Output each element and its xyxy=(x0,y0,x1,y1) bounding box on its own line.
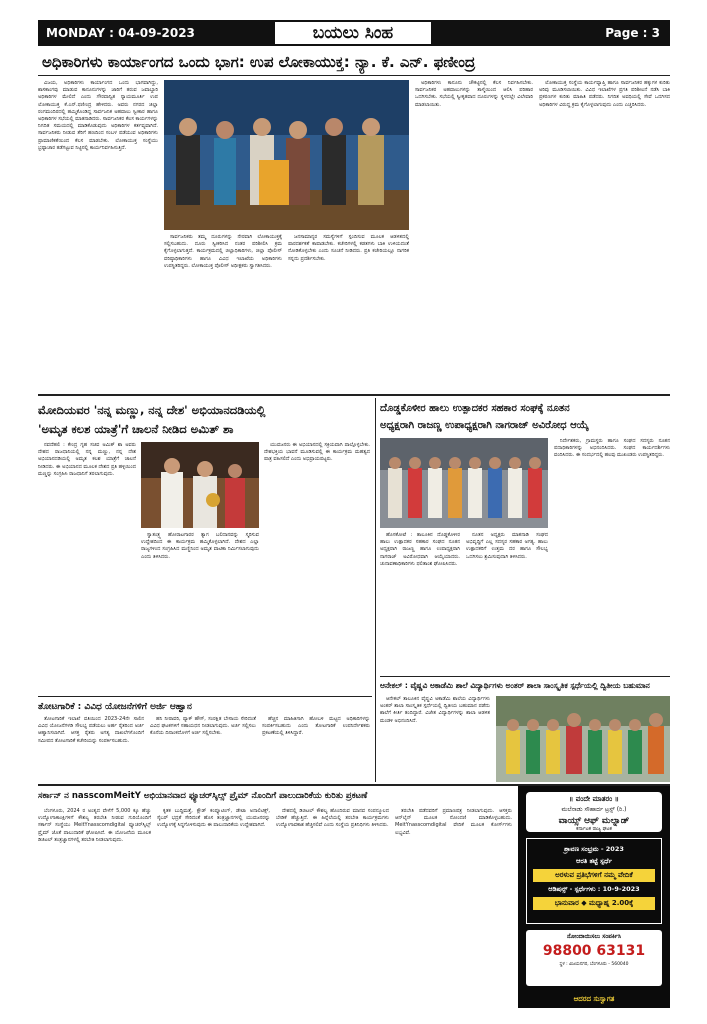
ad-event-tagline: ಅರಳುವ ಪ್ರತಿಭೆಗಳಿಗೆ ನಮ್ಮ ವೇದಿಕೆ xyxy=(533,869,655,882)
story4-headline-line-2: ಅಧ್ಯಕ್ಷರಾಗಿ ರಾಜಣ್ಣ ಉಪಾಧ್ಯಕ್ಷರಾಗಿ ನಾಗರಾಜ್ ಅವಿರೋಧ ಆಯ್ಕೆ xyxy=(380,420,589,431)
ad-event-date: ಆಡಿಷನ್ಸ್ - ಸ್ಪರ್ಧೆಗಳು : 10-9-2023 xyxy=(548,885,640,893)
story4-column-3: ನಿರ್ದೇಶಕರು, ಗ್ರಾಮಸ್ಥರು ಹಾಗೂ ಸಂಘದ ಸದಸ್ಯರು ನೂತನ ಪದಾಧಿಕಾರಿಗಳನ್ನು ಅಭಿನಂದಿಸಿದರು. ಸಂಘದ ಕಾರ್ಯದರ್ಶಿಗಳು ವಂದಿಸಿದರು. ಈ ಸಂದರ್ಭದಲ್ಲಿ ಹಲವು ಮುಖಂಡರು ಉಪಸ್ಥಿತರಿದ್ದರು. xyxy=(554,438,670,459)
story1-column-3: ಜನಸಾಮಾನ್ಯರ ಸಮಸ್ಯೆಗಳಿಗೆ ಸ್ಪಂದಿಸುವ ಮೂಲಕ ಆಡಳಿತದಲ್ಲಿ ಪಾರದರ್ಶಕತೆ ಕಾಪಾಡಬೇಕು. ಕಚೇರಿಗಳಲ್ಲಿ ಕಡತಗಳು ಬಾಕಿ ಉಳಿಯದಂತೆ ನೋಡಿಕೊಳ್ಳಬೇಕು ಎಂದು ಸೂಚನೆ ನೀಡಿದರು. ಪ್ರತಿ ಕಚೇರಿಯಲ್ಲೂ ನಾಗರಿಕ ಸನ್ನದು ಪ್ರದರ್ಶಿಸಬೇಕು. xyxy=(288,234,409,262)
story2-photo xyxy=(141,442,259,528)
story2-headline-line-1: ಮೋದಿಯವರ 'ನನ್ನ ಮಣ್ಣು, ನನ್ನ ದೇಶ' ಅಭಿಯಾನದಡಿಯಲ್ಲಿ xyxy=(38,403,266,417)
newspaper-page xyxy=(38,20,670,1010)
story6-column-1: ಬೆಂಗಳೂರು, 2024 ರ ಅಂತ್ಯದ ವೇಳೆಗೆ 5,000 ಕ್ಕೂ ಹೆಚ್ಚು ಉದ್ಯೋಗಾಕಾಂಕ್ಷಿಗಳಿಗೆ ಕೌಶಲ್ಯ ತರಬೇತಿ ನೀಡುವ ಗುರಿಯೊಂದಿಗೆ ಸರ್ಕಾನ್ ಸಂಸ್ಥೆಯು MeitYnasscomdigital ಫ್ಯೂಚರ್‌ಸ್ಕಿಲ್ಸ್ ಪ್ರೈಮ್ ಜೊತೆ ಪಾಲುದಾರಿಕೆ ಘೋಷಿಸಿದೆ. ಈ ಯೋಜನೆಯ ಮೂಲಕ ಡಿಜಿಟಲ್ ತಂತ್ರಜ್ಞಾನಗಳಲ್ಲಿ ತರಬೇತಿ ನೀಡಲಾಗುವುದು. xyxy=(38,808,151,843)
ad-event-box xyxy=(526,838,662,924)
ad-trust-name: ಮಲೆನಾಡು ಸೌಹಾರ್ದ ಟ್ರಸ್ಟ್ (ರಿ.) xyxy=(561,806,627,813)
story4-headline-line-1: ದೊಡ್ಡಕೊಳೀರ ಹಾಲು ಉತ್ಪಾದಕರ ಸಹಕಾರ ಸಂಘಕ್ಕೆ ನೂತನ xyxy=(380,403,570,414)
story2-column-3: ಯುವಜನರು ಈ ಅಭಿಯಾನದಲ್ಲಿ ಸಕ್ರಿಯವಾಗಿ ಪಾಲ್ಗೊಳ್ಳಬೇಕು. ದೇಶಭಕ್ತಿಯ ಭಾವನೆ ಮೂಡಿಸುವಲ್ಲಿ ಈ ಕಾರ್ಯಕ್ರಮ ಮಹತ್ವದ ಪಾತ್ರ ವಹಿಸಲಿದೆ ಎಂದು ಅಭಿಪ್ರಾಯಪಟ್ಟರು. xyxy=(264,442,370,463)
story1-photo xyxy=(164,80,409,230)
story5-headline: ಆನೇಕಲ್ : ವೈಷ್ಣವಿ ಅಕಾಡೆಮಿ ಶಾಲೆ ವಿದ್ಯಾರ್ಥಿಗಳು ಅಂತರ್ ಶಾಲಾ ಸಾಂಸ್ಕೃತಿಕ ಸ್ಪರ್ಧೆಯಲ್ಲಿ ದ್ವಿತೀಯ ಬಹುಮಾನ xyxy=(380,681,650,690)
story6-column-3: ದೇಶದಲ್ಲಿ ಡಿಜಿಟಲ್ ಕೌಶಲ್ಯ ಹೊಂದಿರುವ ಮಾನವ ಸಂಪನ್ಮೂಲದ ಬೇಡಿಕೆ ಹೆಚ್ಚುತ್ತಿದೆ. ಈ ಹಿನ್ನೆಲೆಯಲ್ಲಿ ತರಬೇತಿ ಕಾರ್ಯಕ್ರಮಗಳು ಉದ್ಯೋಗಾವಕಾಶ ಹೆಚ್ಚಿಸಲಿವೆ ಎಂದು ಸಂಸ್ಥೆಯ ಪ್ರತಿನಿಧಿಗಳು ತಿಳಿಸಿದರು. xyxy=(276,808,389,829)
story1-column-5: ಲೋಕಾಯುಕ್ತ ಸಂಸ್ಥೆಯ ಕಾರ್ಯವ್ಯಾಪ್ತಿ ಹಾಗೂ ಸಾರ್ವಜನಿಕರ ಹಕ್ಕುಗಳ ಕುರಿತು ಅರಿವು ಮೂಡಿಸಲಾಯಿತು. ವಿವಿಧ ಇಲಾಖೆಗಳ ಪ್ರಗತಿ ಪರಿಶೀಲನೆ ನಡೆಸಿ ಬಾಕಿ ಪ್ರಕರಣಗಳ ಕುರಿತು ಮಾಹಿತಿ ಪಡೆದರು. ನಿಗದಿತ ಅವಧಿಯಲ್ಲಿ ಸೇವೆ ಒದಗಿಸದ ಅಧಿಕಾರಿಗಳ ವಿರುದ್ಧ ಕ್ರಮ ಕೈಗೊಳ್ಳಲಾಗುವುದು ಎಂದು ಎಚ್ಚರಿಸಿದರು. xyxy=(539,80,670,108)
ad-phone-number: 98800 63131 xyxy=(542,943,646,959)
story4-column-2: ನೂತನ ಅಧ್ಯಕ್ಷರು ಮಾತನಾಡಿ ಸಂಘದ ಅಭಿವೃದ್ಧಿಗೆ ಎಲ್ಲ ಸದಸ್ಯರ ಸಹಕಾರ ಅಗತ್ಯ. ಹಾಲು ಉತ್ಪಾದಕರಿಗೆ ಉತ್ತಮ ದರ ಹಾಗೂ ಸೌಲಭ್ಯ ಒದಗಿಸಲು ಶ್ರಮಿಸುವುದಾಗಿ ತಿಳಿಸಿದರು. xyxy=(466,532,548,560)
ad-contact-label: ನೋಂದಾಯಿಸಲು ಸಂಪರ್ಕಿಸಿ xyxy=(566,933,622,940)
story6-column-2: ಕೃತಕ ಬುದ್ಧಿಮತ್ತೆ, ಕ್ಲೌಡ್ ಕಂಪ್ಯೂಟಿಂಗ್, ಡೇಟಾ ಅನಾಲಿಟಿಕ್ಸ್, ಸೈಬರ್ ಭದ್ರತೆ ಸೇರಿದಂತೆ ಹೊಸ ತಂತ್ರಜ್ಞಾನಗಳಲ್ಲಿ ಯುವಜನರನ್ನು ಉದ್ಯೋಗಕ್ಕೆ ಸಿದ್ಧಗೊಳಿಸುವುದು ಈ ಪಾಲುದಾರಿಕೆಯ ಉದ್ದೇಶವಾಗಿದೆ. xyxy=(157,808,270,829)
story2-headline-line-2: 'ಅಮೃತ ಕಲಶ ಯಾತ್ರೆ'ಗೆ ಚಾಲನೆ ನೀಡಿದ ಅಮಿತ್ ಶಾ xyxy=(38,422,234,436)
rule xyxy=(38,696,372,697)
rule xyxy=(38,394,670,396)
ad-address: ಸ್ಥಳ : ವಿಜಯನಗರ, ಬೆಂಗಳೂರು - 560040 xyxy=(559,962,629,967)
ad-event-time: ಭಾನುವಾರ ◆ ಮಧ್ಯಾಹ್ನ 2.00ಕ್ಕೆ xyxy=(533,897,655,910)
story6-column-4: ತರಬೇತಿ ಪಡೆದವರಿಗೆ ಪ್ರಮಾಣಪತ್ರ ನೀಡಲಾಗುವುದು. ಆಸಕ್ತರು ಆನ್‌ಲೈನ್ ಮೂಲಕ ನೋಂದಣಿ ಮಾಡಿಕೊಳ್ಳಬಹುದು. MeitYnasscomdigital ವೇದಿಕೆ ಮೂಲಕ ಕೋರ್ಸ್‌ಗಳು ಲಭ್ಯವಿವೆ. xyxy=(395,808,512,836)
masthead xyxy=(38,20,670,46)
story3-column-1: ತೋಟಗಾರಿಕೆ ಇಲಾಖೆ ವತಿಯಿಂದ 2023-24ನೇ ಸಾಲಿನ ವಿವಿಧ ಯೋಜನೆಗಳಡಿ ಸೌಲಭ್ಯ ಪಡೆಯಲು ಅರ್ಹ ರೈತರಿಂದ ಅರ್ಜಿ ಆಹ್ವಾನಿಸಲಾಗಿದೆ. ಆಸಕ್ತ ರೈತರು ಅಗತ್ಯ ದಾಖಲೆಗಳೊಂದಿಗೆ ಸಮೀಪದ ತೋಟಗಾರಿಕೆ ಕಚೇರಿಯನ್ನು ಸಂಪರ್ಕಿಸಬಹುದು. xyxy=(38,716,144,744)
lead-headline: ಅಧಿಕಾರಿಗಳು ಕಾರ್ಯಾಂಗದ ಒಂದು ಭಾಗ: ಉಪ ಲೋಕಾಯುಕ್ತ: ನ್ಯಾ. ಕೆ. ಎನ್. ಫಣೀಂದ್ರ xyxy=(42,53,476,71)
issue-date: MONDAY : 04-09-2023 xyxy=(46,26,195,40)
advertisement xyxy=(518,786,670,1008)
story2-column-2: ಸ್ವಾತಂತ್ರ್ಯ ಹೋರಾಟಗಾರರ ತ್ಯಾಗ ಬಲಿದಾನವನ್ನು ಸ್ಮರಿಸುವ ಉದ್ದೇಶದಿಂದ ಈ ಕಾರ್ಯಕ್ರಮ ಹಮ್ಮಿಕೊಳ್ಳಲಾಗಿದೆ. ದೇಶದ ಎಲ್ಲಾ ರಾಜ್ಯಗಳಿಂದ ಸಂಗ್ರಹಿಸಿದ ಮಣ್ಣಿನಿಂದ ಅಮೃತ ವಾಟಿಕಾ ನಿರ್ಮಿಸಲಾಗುವುದು ಎಂದು ತಿಳಿಸಿದರು. xyxy=(141,532,259,560)
story4-column-1: ಹೊಸಕೋಟೆ : ತಾಲೂಕಿನ ದೊಡ್ಡಕೊಳೀರ ಹಾಲು ಉತ್ಪಾದಕರ ಸಹಕಾರ ಸಂಘದ ನೂತನ ಅಧ್ಯಕ್ಷರಾಗಿ ರಾಜಣ್ಣ ಹಾಗೂ ಉಪಾಧ್ಯಕ್ಷರಾಗಿ ನಾಗರಾಜ್ ಅವಿರೋಧವಾಗಿ ಆಯ್ಕೆಯಾದರು. ಚುನಾವಣಾಧಿಕಾರಿಗಳು ಫಲಿತಾಂಶ ಘೋಷಿಸಿದರು. xyxy=(380,532,460,567)
ad-footer: ಆದರದ ಸುಸ್ವಾಗತ xyxy=(573,995,615,1003)
story2-column-1: ನವದೆಹಲಿ : ಕೇಂದ್ರ ಗೃಹ ಸಚಿವ ಅಮಿತ್ ಶಾ ಅವರು ದೇಶದ ರಾಜಧಾನಿಯಲ್ಲಿ ನನ್ನ ಮಣ್ಣು, ನನ್ನ ದೇಶ ಅಭಿಯಾನದಡಿಯಲ್ಲಿ ಅಮೃತ ಕಲಶ ಯಾತ್ರೆಗೆ ಚಾಲನೆ ನೀಡಿದರು. ಈ ಅಭಿಯಾನದ ಮೂಲಕ ದೇಶದ ಪ್ರತಿ ಹಳ್ಳಿಯಿಂದ ಮಣ್ಣನ್ನು ಸಂಗ್ರಹಿಸಿ ರಾಜಧಾನಿಗೆ ತರಲಾಗುವುದು. xyxy=(38,442,136,477)
story1-column-2: ಸಾರ್ವಜನಿಕರು ತಮ್ಮ ದೂರುಗಳನ್ನು ನೇರವಾಗಿ ಲೋಕಾಯುಕ್ತಕ್ಕೆ ಸಲ್ಲಿಸಬಹುದು. ದೂರು ಸ್ವೀಕರಿಸಿದ ನಂತರ ಪರಿಶೀಲಿಸಿ ಕ್ರಮ ಕೈಗೊಳ್ಳಲಾಗುತ್ತದೆ. ಕಾರ್ಯಕ್ರಮದಲ್ಲಿ ಜಿಲ್ಲಾಧಿಕಾರಿಗಳು, ಜಿಲ್ಲಾ ಪೊಲೀಸ್ ವರಿಷ್ಠಾಧಿಕಾರಿಗಳು ಹಾಗೂ ವಿವಿಧ ಇಲಾಖೆಯ ಅಧಿಕಾರಿಗಳು ಉಪಸ್ಥಿತರಿದ್ದರು. ಲೋಕಾಯುಕ್ತ ಪೊಲೀಸ್ ಅಧೀಕ್ಷಕರು ಸ್ವಾಗತಿಸಿದರು. xyxy=(164,234,282,269)
rule xyxy=(38,75,670,76)
story1-column-1: ವಿಜಯ, ಅಧಿಕಾರಿಗಳು ಕಾರ್ಯಾಂಗದ ಒಂದು ಭಾಗವಾಗಿದ್ದು, ಶಾಸಕಾಂಗವು ಮಾಡುವ ಕಾನೂನುಗಳನ್ನು ಜಾರಿಗೆ ತರುವ ಜವಾಬ್ದಾರಿ ಅಧಿಕಾರಿಗಳ ಮೇಲಿದೆ ಎಂದು ಗೌರವಾನ್ವಿತ ನ್ಯಾಯಮೂರ್ತಿ ಉಪ ಲೋಕಾಯುಕ್ತ ಕೆ.ಎನ್.ಫಣೀಂದ್ರ ಹೇಳಿದರು. ಅವರು ನಗರದ ಜಿಲ್ಲಾ ರಂಗಮಂದಿರದಲ್ಲಿ ಹಮ್ಮಿಕೊಂಡಿದ್ದ ಸಾರ್ವಜನಿಕ ಅಹವಾಲು ಸ್ವೀಕಾರ ಹಾಗೂ ಅಧಿಕಾರಿಗಳ ಸಭೆಯಲ್ಲಿ ಮಾತನಾಡಿದರು. ಸಾರ್ವಜನಿಕರ ಕೆಲಸ ಕಾರ್ಯಗಳನ್ನು ನಿಗದಿತ ಸಮಯದಲ್ಲಿ ಮಾಡಿಕೊಡುವುದು ಅಧಿಕಾರಿಗಳ ಕರ್ತವ್ಯವಾಗಿದೆ. ಸಾರ್ವಜನಿಕರು ನೀಡುವ ತೆರಿಗೆ ಹಣದಿಂದ ಸಂಬಳ ಪಡೆಯುವ ಅಧಿಕಾರಿಗಳು ಪ್ರಾಮಾಣಿಕತೆಯಿಂದ ಕೆಲಸ ಮಾಡಬೇಕು. ಲೋಕಾಯುಕ್ತ ಸಂಸ್ಥೆಯು ಭ್ರಷ್ಟಾಚಾರ ತಡೆಗಟ್ಟುವ ನಿಟ್ಟಿನಲ್ಲಿ ಕಾರ್ಯನಿರ್ವಹಿಸುತ್ತಿದೆ. xyxy=(38,80,158,151)
ad-contact-box xyxy=(526,930,662,986)
ad-event-title: ಶ್ರಾವಣ ಸಂಭ್ರಮ - 2023 xyxy=(564,845,624,853)
page-number: Page : 3 xyxy=(605,26,660,40)
story3-column-2: ಹನಿ ನೀರಾವರಿ, ಪ್ಯಾಕ್ ಹೌಸ್, ಸಂರಕ್ಷಿತ ಬೇಸಾಯ ಸೇರಿದಂತೆ ವಿವಿಧ ಘಟಕಗಳಿಗೆ ಸಹಾಯಧನ ನೀಡಲಾಗುವುದು. ಅರ್ಜಿ ಸಲ್ಲಿಸಲು ಕೊನೆಯ ದಿನಾಂಕದೊಳಗೆ ಅರ್ಜಿ ಸಲ್ಲಿಸಬೇಕು. xyxy=(150,716,256,737)
ad-header xyxy=(526,792,662,832)
ad-slogan: ॥ ವಂದೇ ಮಾತರಂ ॥ xyxy=(569,795,619,803)
story1-column-4: ಅಧಿಕಾರಿಗಳು ಕಾನೂನು ಚೌಕಟ್ಟಿನಲ್ಲಿ ಕೆಲಸ ನಿರ್ವಹಿಸಬೇಕು. ಸಾರ್ವಜನಿಕರ ಅಹವಾಲುಗಳನ್ನು ತಾಳ್ಮೆಯಿಂದ ಆಲಿಸಿ ಪರಿಹಾರ ಒದಗಿಸಬೇಕು. ಸಭೆಯಲ್ಲಿ ಸ್ವೀಕೃತವಾದ ದೂರುಗಳನ್ನು ಸ್ಥಳದಲ್ಲೇ ವಿಲೇವಾರಿ ಮಾಡಲಾಯಿತು. xyxy=(415,80,533,108)
story5-photo xyxy=(496,696,670,782)
ad-event-contest: ಆರತಿ ತಟ್ಟೆ ಸ್ಪರ್ಧೆ xyxy=(576,857,612,865)
newspaper-logo: ಬಯಲು ಸಿಂಹ xyxy=(273,20,433,46)
story5-column-1: ಆನೇಕಲ್ ತಾಲೂಕಿನ ವೈಷ್ಣವಿ ಅಕಾಡೆಮಿ ಶಾಲೆಯ ವಿದ್ಯಾರ್ಥಿಗಳು ಅಂತರ್ ಶಾಲಾ ಸಾಂಸ್ಕೃತಿಕ ಸ್ಪರ್ಧೆಯಲ್ಲಿ ದ್ವಿತೀಯ ಬಹುಮಾನ ಪಡೆದು ಶಾಲೆಗೆ ಕೀರ್ತಿ ತಂದಿದ್ದಾರೆ. ವಿಜೇತ ವಿದ್ಯಾರ್ಥಿಗಳನ್ನು ಶಾಲಾ ಆಡಳಿತ ಮಂಡಳಿ ಅಭಿನಂದಿಸಿದೆ. xyxy=(380,696,490,724)
story4-photo xyxy=(380,438,548,528)
rule xyxy=(375,398,376,782)
ad-org-name: ವಾಯ್ಸ್ ಆಫ್ ಮಲ್ನಾಡ್ xyxy=(558,816,630,826)
story6-headline: ಸರ್ಕಾನ್ ನ nasscomMeitY ಅಭಿಯಾನವಾದ ಫ್ಯೂಚರ್‌ಸ್ಕಿಲ್ಸ್ ಪ್ರೈಮ್ ನೊಂದಿಗೆ ಪಾಲುದಾರಿಕೆಯ ಕುರಿತು ಪ್ರಕಟಣೆ xyxy=(38,791,368,801)
story3-column-3: ಹೆಚ್ಚಿನ ಮಾಹಿತಿಗಾಗಿ ಹೋಬಳಿ ಮಟ್ಟದ ಅಧಿಕಾರಿಗಳನ್ನು ಸಂಪರ್ಕಿಸಬಹುದು ಎಂದು ತೋಟಗಾರಿಕೆ ಉಪನಿರ್ದೇಶಕರು ಪ್ರಕಟಣೆಯಲ್ಲಿ ತಿಳಿಸಿದ್ದಾರೆ. xyxy=(262,716,370,737)
ad-unit: ಕರ್ನಾಟಕ ರಾಜ್ಯ ಘಟಕ xyxy=(576,826,612,832)
story3-headline: ತೋಟಗಾರಿಕೆ : ವಿವಿಧ ಯೋಜನೆಗಳಿಗೆ ಅರ್ಜಿ ಆಹ್ವಾನ xyxy=(38,702,192,712)
rule xyxy=(380,676,670,677)
